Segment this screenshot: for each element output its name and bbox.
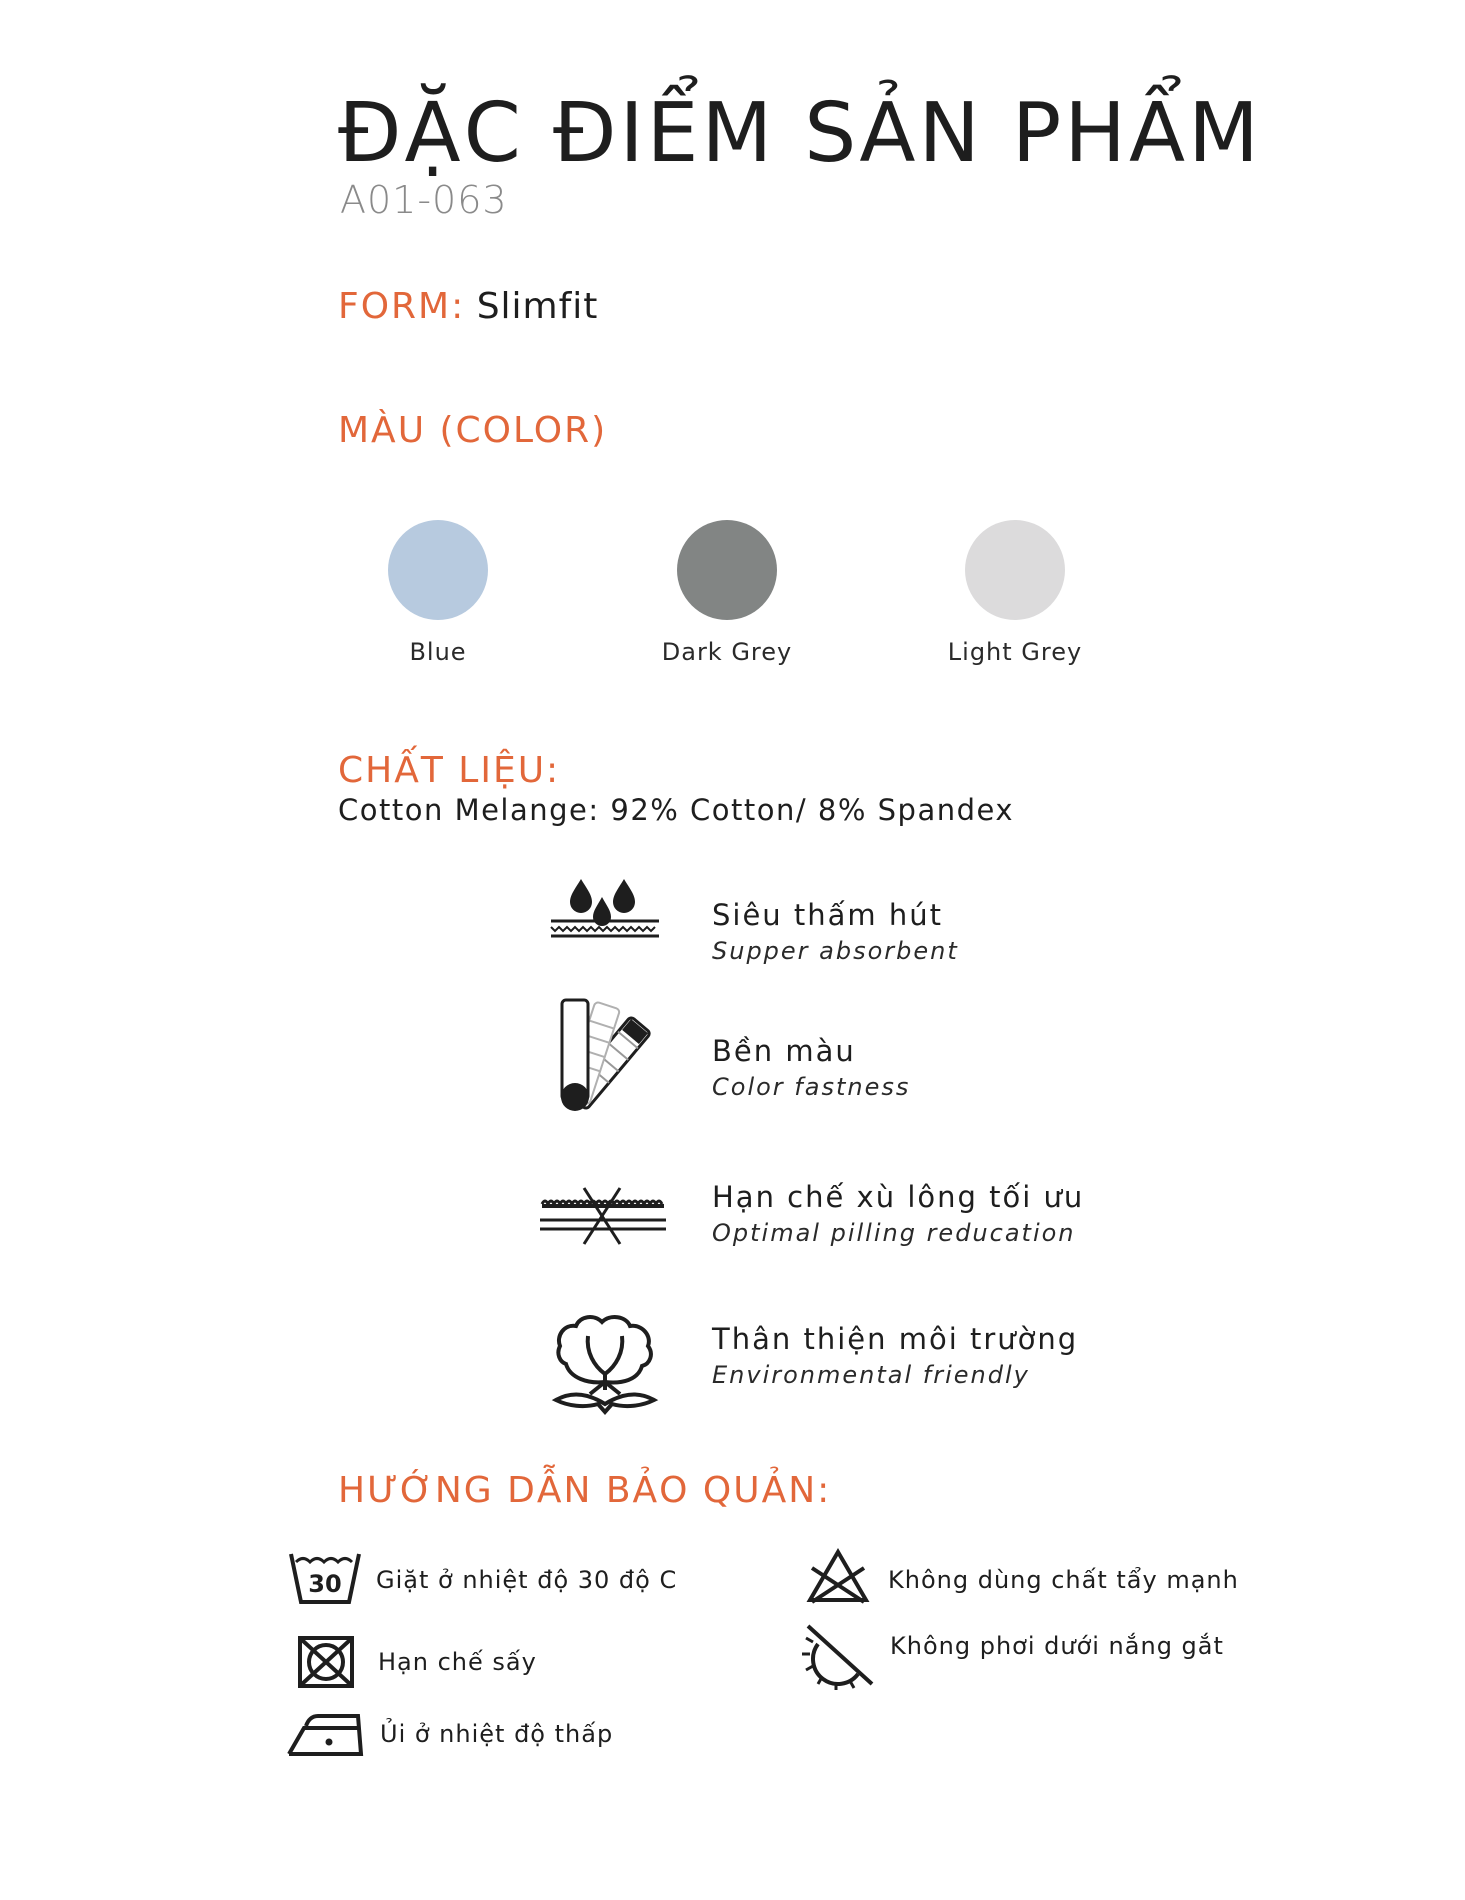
feature-pilling-en: Optimal pilling reducation: [712, 1219, 1076, 1247]
care-no-bleach-text: Không dùng chất tẩy mạnh: [888, 1566, 1239, 1594]
wash-temp-label: 30: [308, 1570, 342, 1598]
care-limit-dry-text: Hạn chế sấy: [378, 1648, 537, 1676]
color-swatch-blue: [388, 520, 488, 620]
form-row: [338, 286, 598, 327]
no-direct-sun-icon: [800, 1620, 878, 1690]
material-section-label: CHẤT LIỆU:: [338, 750, 561, 791]
feature-pilling-vi: Hạn chế xù lông tối ưu: [712, 1180, 1085, 1214]
feature-absorbent-en: Supper absorbent: [712, 937, 959, 965]
color-section-label: MÀU (COLOR): [338, 410, 608, 451]
no-bleach-icon: [806, 1548, 870, 1604]
care-section-label: HƯỚNG DẪN BẢO QUẢN:: [338, 1470, 832, 1511]
feature-eco-vi: Thân thiện môi trường: [712, 1322, 1079, 1356]
color-swatch-fan-icon: [550, 1000, 675, 1115]
page-title: ĐẶC ĐIỂM SẢN PHẨM: [338, 86, 1262, 181]
care-wash-text: Giặt ở nhiệt độ 30 độ C: [376, 1566, 678, 1594]
feature-eco-en: Environmental friendly: [712, 1361, 1030, 1389]
color-name-blue: Blue: [409, 638, 467, 666]
feature-color-fastness-en: Color fastness: [712, 1073, 911, 1101]
color-name-dark-grey: Dark Grey: [661, 638, 793, 666]
form-value: Slimfit: [476, 286, 599, 327]
care-iron-text: Ủi ở nhiệt độ thấp: [380, 1720, 614, 1748]
limit-tumble-dry-icon: [296, 1634, 356, 1690]
feature-color-fastness-vi: Bền màu: [712, 1034, 856, 1068]
iron-low-temp-icon: [286, 1712, 364, 1758]
material-value: Cotton Melange: 92% Cotton/ 8% Spandex: [338, 793, 1014, 827]
feature-absorbent-vi: Siêu thấm hút: [712, 898, 944, 932]
cotton-flower-icon: [550, 1312, 660, 1417]
form-label: FORM:: [338, 286, 466, 327]
wash-30-icon: [288, 1548, 362, 1606]
color-swatch-light-grey: [965, 520, 1065, 620]
care-no-sun-text: Không phơi dưới nắng gắt: [890, 1632, 1224, 1660]
pilling-reduction-icon: [538, 1186, 668, 1246]
product-code: A01-063: [340, 178, 508, 222]
color-name-light-grey: Light Grey: [947, 638, 1083, 666]
color-swatch-dark-grey: [677, 520, 777, 620]
absorbent-icon: [545, 875, 665, 945]
